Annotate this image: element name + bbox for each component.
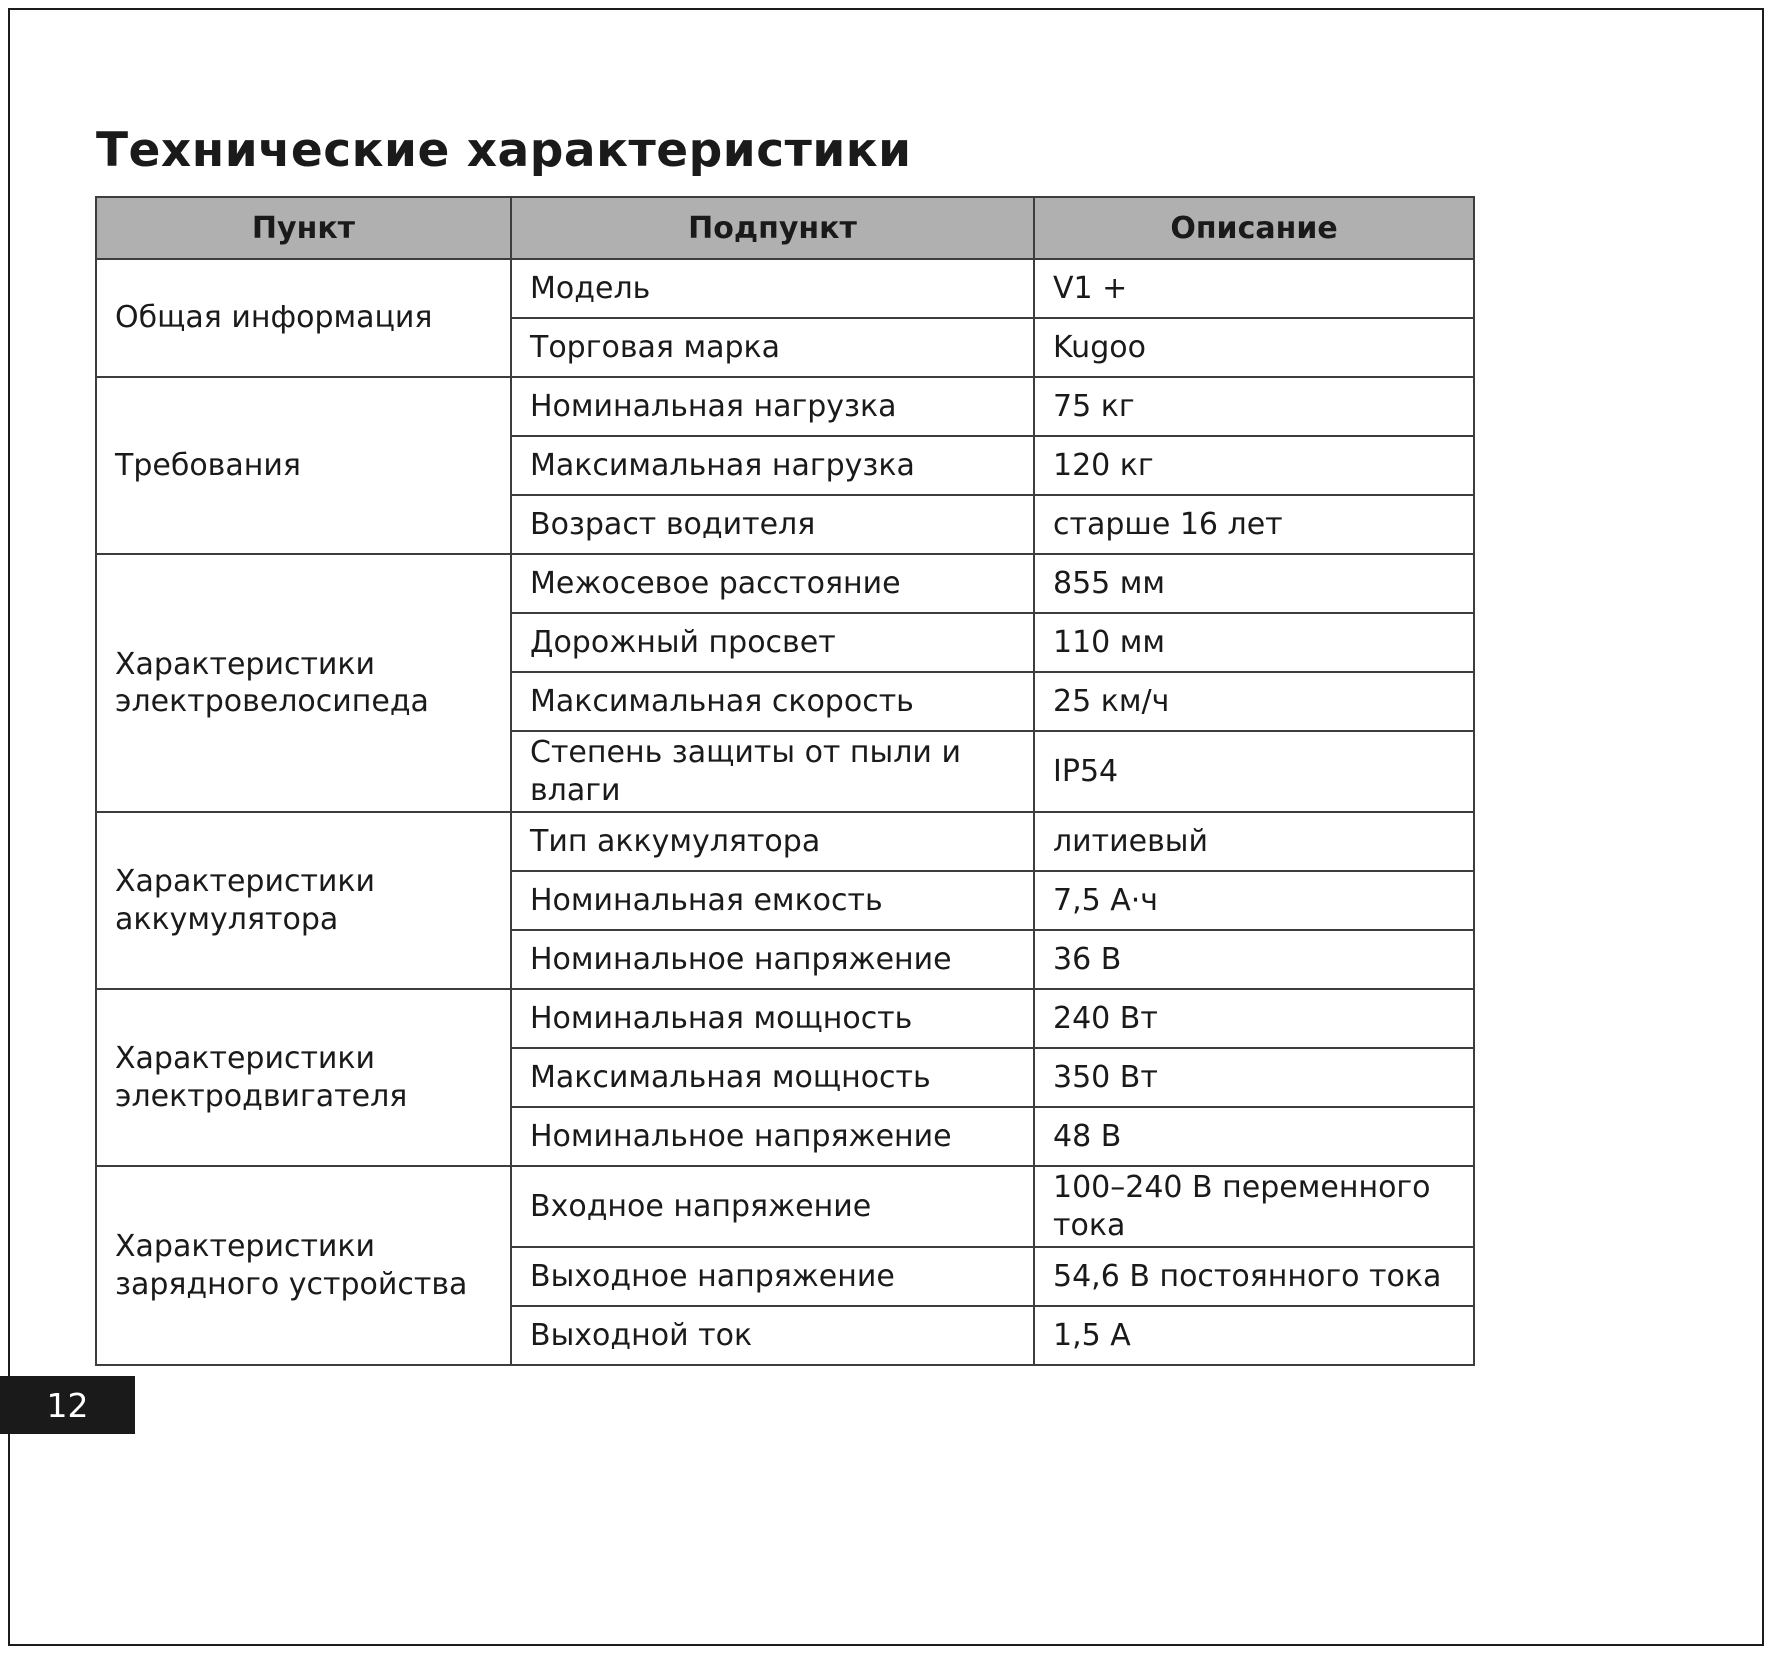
group-cell: Характеристики электродвигателя bbox=[96, 989, 511, 1166]
value-cell: Kugoo bbox=[1034, 318, 1474, 377]
subitem-cell: Выходной ток bbox=[511, 1306, 1034, 1365]
subitem-cell: Максимальная мощность bbox=[511, 1048, 1034, 1107]
value-cell: 1,5 А bbox=[1034, 1306, 1474, 1365]
subitem-cell: Межосевое расстояние bbox=[511, 554, 1034, 613]
subitem-cell: Торговая марка bbox=[511, 318, 1034, 377]
column-header-subitem: Подпункт bbox=[511, 197, 1034, 259]
group-cell: Общая информация bbox=[96, 259, 511, 377]
value-cell: 240 Вт bbox=[1034, 989, 1474, 1048]
table-row bbox=[96, 989, 1474, 1048]
group-cell: Характеристики зарядного устройства bbox=[96, 1166, 511, 1365]
spec-table-body bbox=[96, 259, 1474, 1365]
table-row bbox=[96, 554, 1474, 613]
column-header-description: Описание bbox=[1034, 197, 1474, 259]
column-header-item: Пункт bbox=[96, 197, 511, 259]
value-cell: 120 кг bbox=[1034, 436, 1474, 495]
subitem-cell: Степень защиты от пыли и влаги bbox=[511, 731, 1034, 812]
subitem-cell: Номинальное напряжение bbox=[511, 930, 1034, 989]
value-cell: 855 мм bbox=[1034, 554, 1474, 613]
value-cell: 25 км/ч bbox=[1034, 672, 1474, 731]
subitem-cell: Возраст водителя bbox=[511, 495, 1034, 554]
value-cell: 350 Вт bbox=[1034, 1048, 1474, 1107]
value-cell: 36 В bbox=[1034, 930, 1474, 989]
table-row bbox=[96, 1166, 1474, 1247]
subitem-cell: Входное напряжение bbox=[511, 1166, 1034, 1247]
value-cell: V1 + bbox=[1034, 259, 1474, 318]
subitem-cell: Номинальное напряжение bbox=[511, 1107, 1034, 1166]
subitem-cell: Дорожный просвет bbox=[511, 613, 1034, 672]
group-cell: Характеристики электровелосипеда bbox=[96, 554, 511, 812]
table-row bbox=[96, 377, 1474, 436]
table-row bbox=[96, 812, 1474, 871]
page-number-badge: 12 bbox=[0, 1376, 135, 1434]
value-cell: IP54 bbox=[1034, 731, 1474, 812]
subitem-cell: Выходное напряжение bbox=[511, 1247, 1034, 1306]
value-cell: 110 мм bbox=[1034, 613, 1474, 672]
subitem-cell: Максимальная нагрузка bbox=[511, 436, 1034, 495]
group-cell: Требования bbox=[96, 377, 511, 554]
value-cell: литиевый bbox=[1034, 812, 1474, 871]
value-cell: старше 16 лет bbox=[1034, 495, 1474, 554]
subitem-cell: Модель bbox=[511, 259, 1034, 318]
subitem-cell: Номинальная нагрузка bbox=[511, 377, 1034, 436]
spec-table bbox=[95, 196, 1475, 1366]
subitem-cell: Максимальная скорость bbox=[511, 672, 1034, 731]
value-cell: 54,6 В постоянного тока bbox=[1034, 1247, 1474, 1306]
group-cell: Характеристики аккумулятора bbox=[96, 812, 511, 989]
table-row bbox=[96, 259, 1474, 318]
subitem-cell: Тип аккумулятора bbox=[511, 812, 1034, 871]
value-cell: 48 В bbox=[1034, 1107, 1474, 1166]
value-cell: 7,5 А·ч bbox=[1034, 871, 1474, 930]
subitem-cell: Номинальная мощность bbox=[511, 989, 1034, 1048]
spec-table-header bbox=[96, 197, 1474, 259]
subitem-cell: Номинальная емкость bbox=[511, 871, 1034, 930]
page-title: Технические характеристики bbox=[96, 123, 912, 179]
value-cell: 75 кг bbox=[1034, 377, 1474, 436]
value-cell: 100–240 В переменного тока bbox=[1034, 1166, 1474, 1247]
